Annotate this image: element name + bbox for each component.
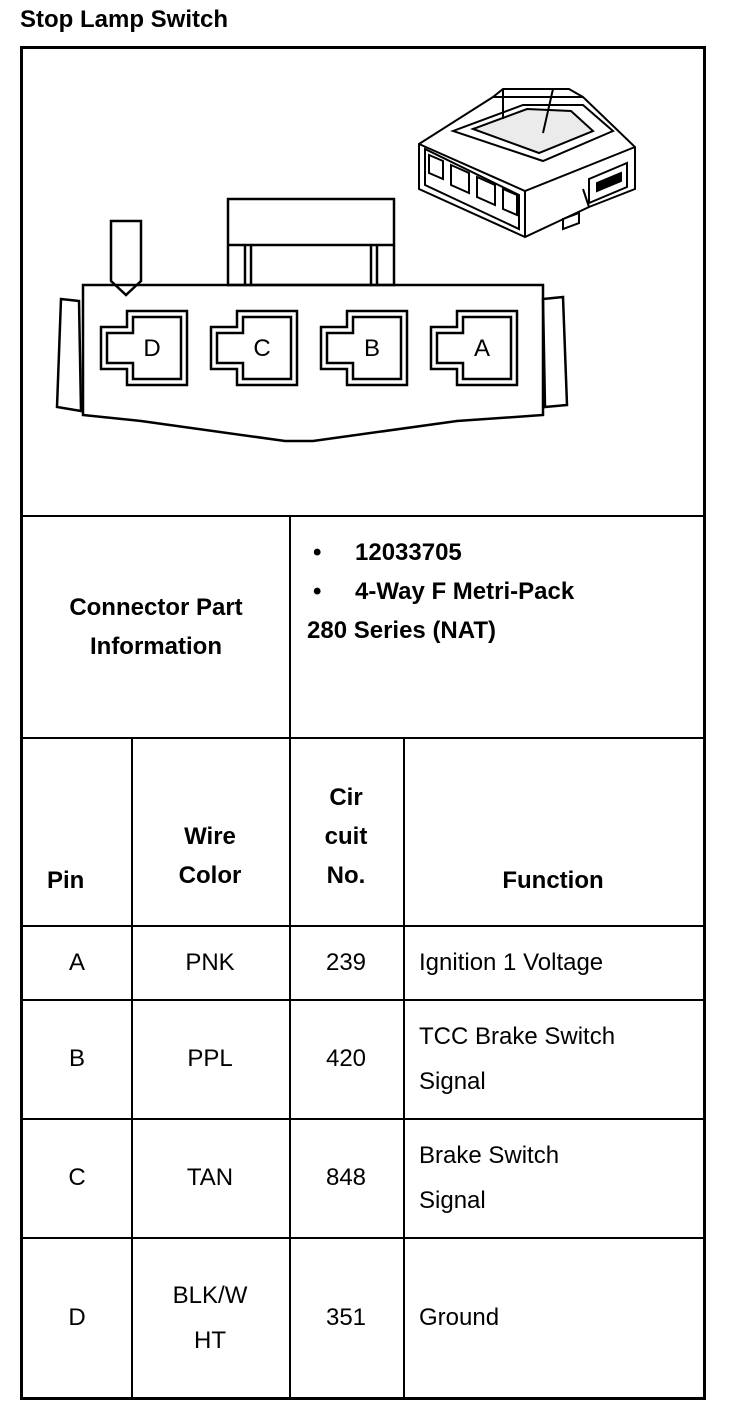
page-title: Stop Lamp Switch	[20, 6, 229, 33]
part-info-label-line2: Information	[89, 633, 222, 660]
table-row-c-pin: C	[68, 1164, 86, 1191]
series: 280 Series (NAT)	[307, 617, 496, 644]
table-row-c-function: Brake Switch Signal	[419, 1142, 560, 1214]
table-row-b-circuit: 420	[325, 1045, 367, 1072]
table-row-b-function: TCC Brake Switch Signal	[419, 1023, 616, 1095]
table-row-b-pin: B	[68, 1045, 85, 1072]
table-row-d-circuit: 351	[325, 1304, 367, 1331]
table-row-d-pin: D	[68, 1304, 86, 1331]
table-row-b-wire: PPL	[187, 1045, 233, 1072]
table-row-a-wire: PNK	[185, 949, 235, 976]
part-info-label-line1: Connector Part	[69, 594, 243, 621]
part-info-label	[23, 517, 289, 737]
part-info-details	[307, 533, 697, 733]
header-pin: Pin	[47, 867, 85, 894]
bullet: •	[313, 539, 322, 566]
connector-3d-view	[419, 89, 635, 237]
cavity-label-c: C	[253, 335, 271, 362]
description-row	[307, 572, 697, 611]
header-circuit-no: Cir cuit No.	[324, 784, 368, 889]
cavity-label-b: B	[363, 335, 381, 362]
table-row-c-circuit: 848	[325, 1164, 367, 1191]
part-number: 12033705	[355, 539, 462, 566]
connector-frame	[20, 46, 706, 1400]
description: 4-Way F Metri-Pack	[355, 578, 575, 605]
header-wire-color: Wire Color	[178, 823, 242, 889]
table-row-a-function: Ignition 1 Voltage	[419, 949, 604, 976]
bullet: •	[313, 578, 322, 605]
connector-diagram	[23, 49, 703, 515]
divider	[289, 515, 291, 737]
table-row-d-function: Ground	[419, 1304, 500, 1331]
header-function: Function	[502, 867, 604, 894]
table-row-a-circuit: 239	[325, 949, 367, 976]
cavity-label-a: A	[473, 335, 491, 362]
part-number-row	[307, 533, 697, 572]
table-row-d-wire: BLK/W HT	[172, 1282, 248, 1354]
table-row-a-pin: A	[68, 949, 85, 976]
cavity-label-d: D	[143, 335, 161, 362]
table-row-c-wire: TAN	[186, 1164, 234, 1191]
